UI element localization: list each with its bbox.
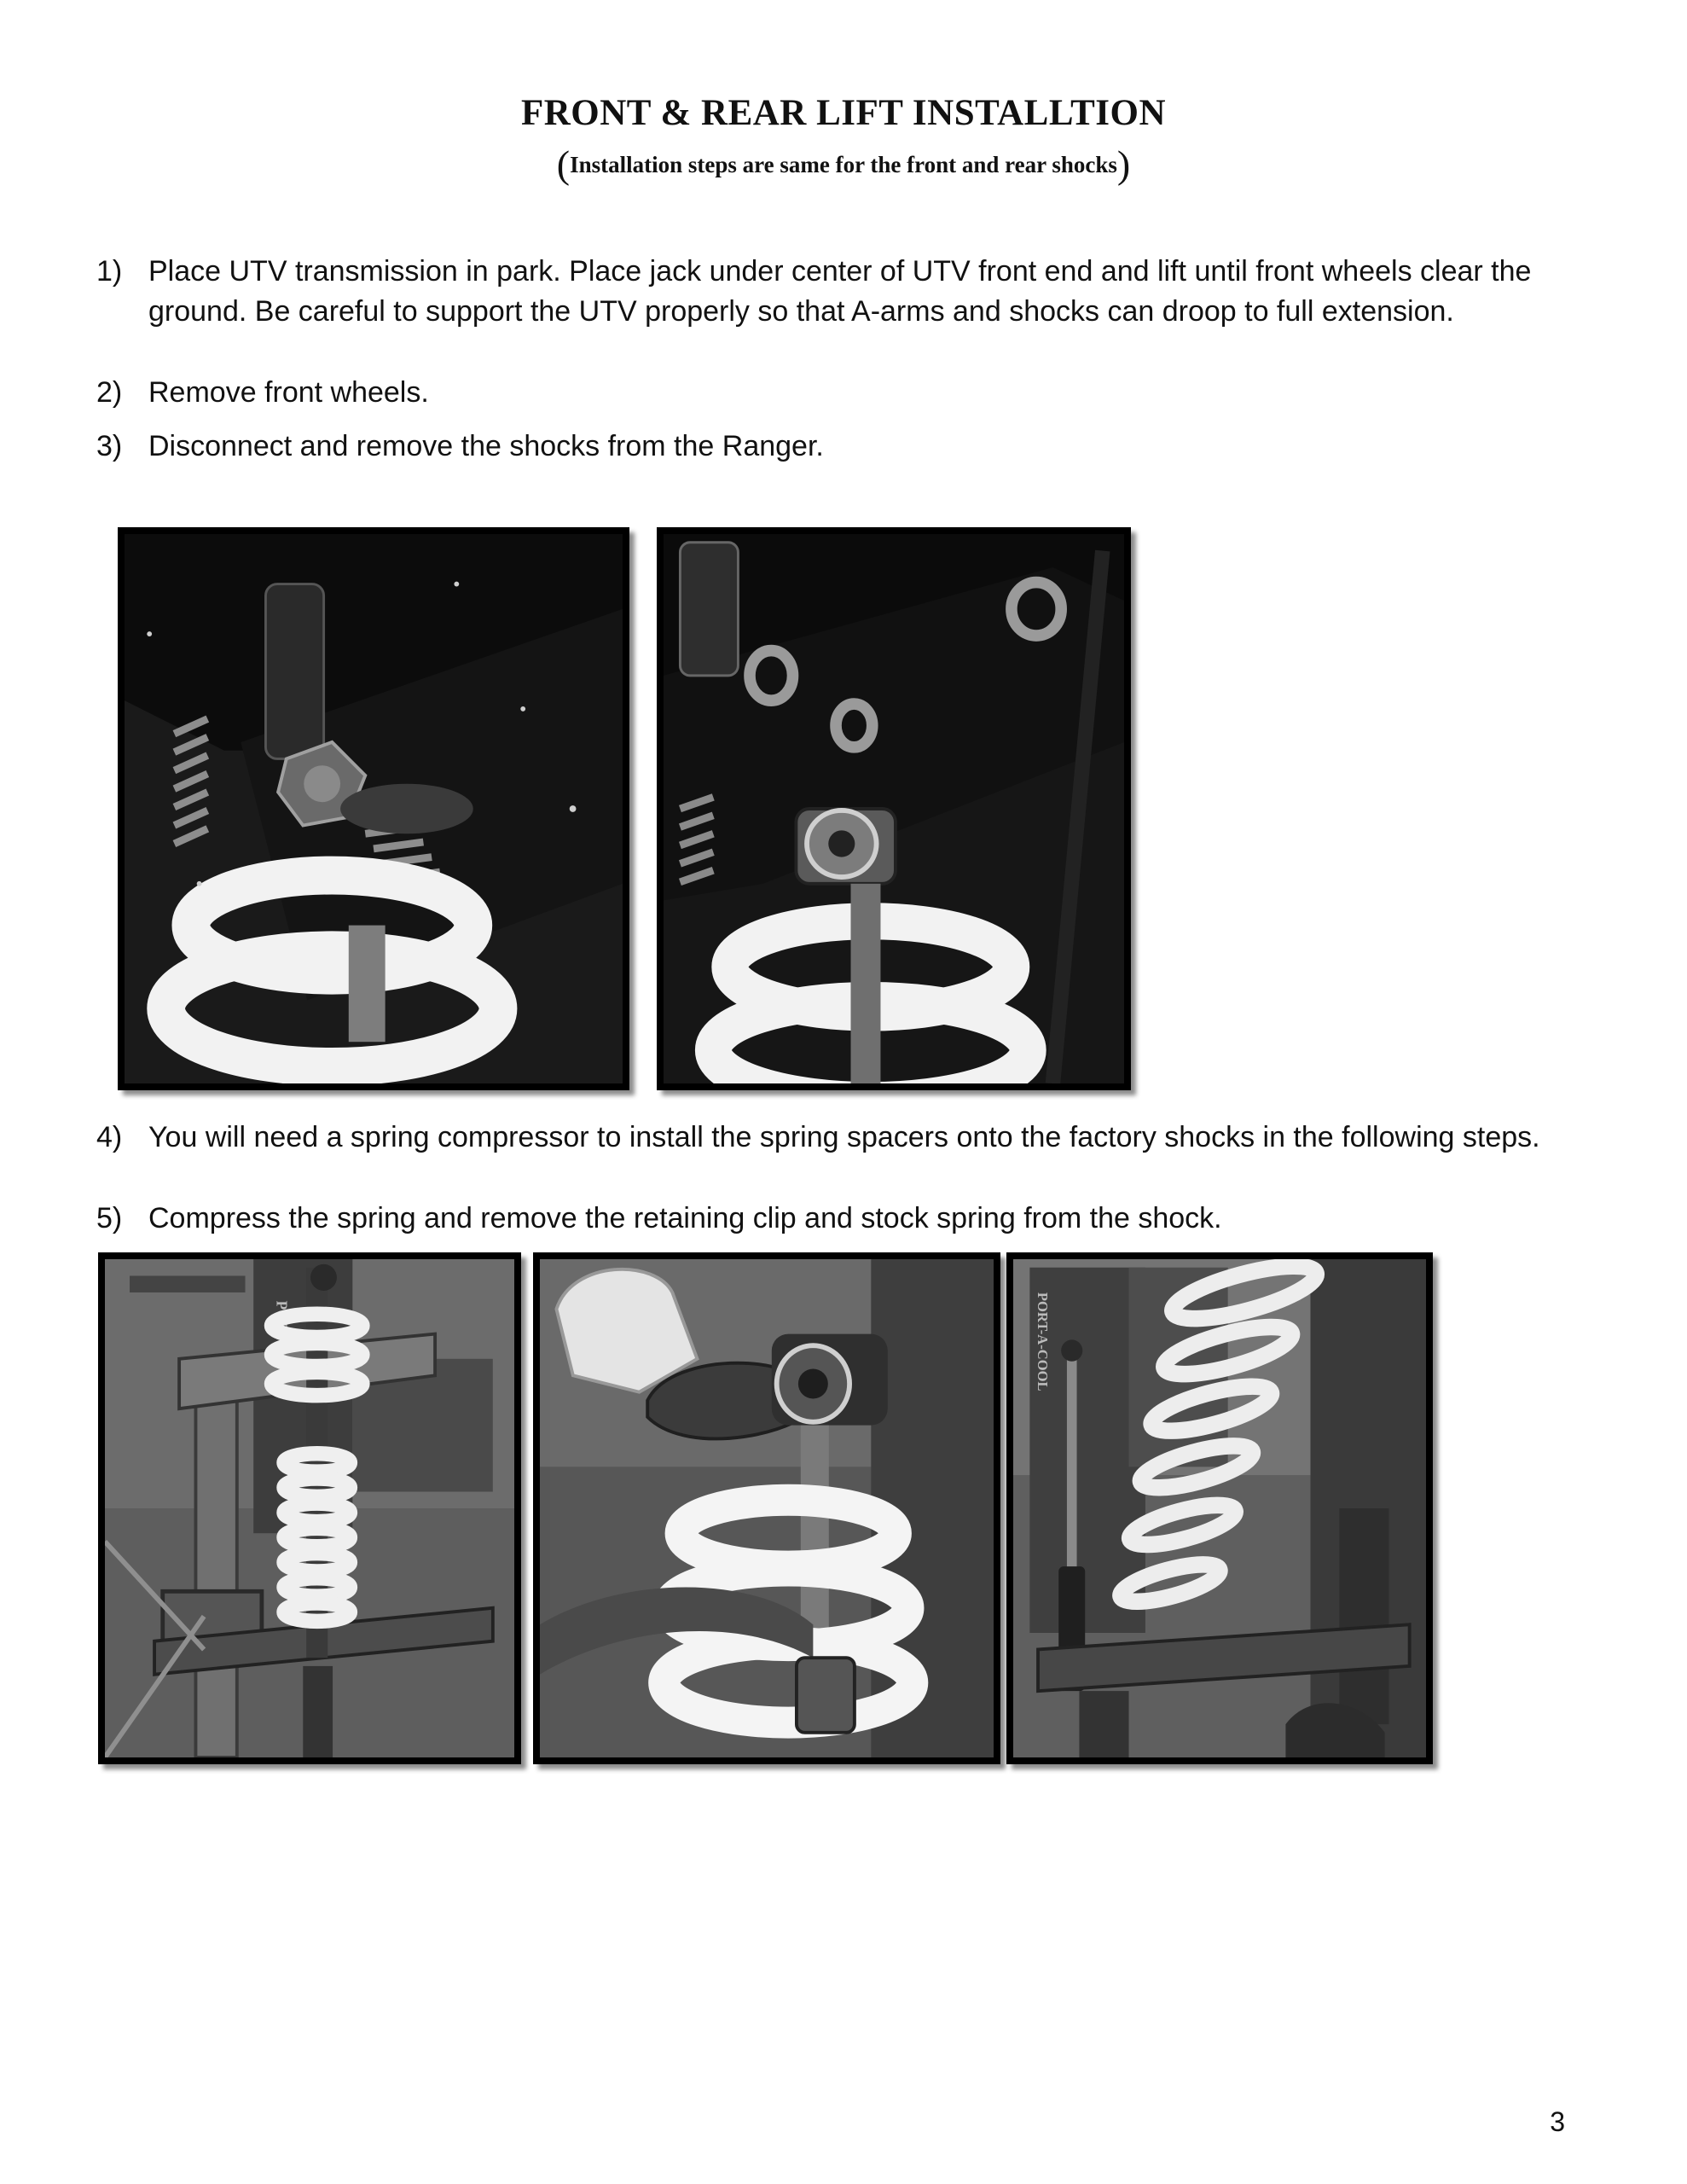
step-2 <box>96 373 1615 413</box>
step-5 <box>96 1199 1615 1239</box>
step-text: Remove front wheels. <box>148 376 429 409</box>
subtitle-text: Installation steps are same for the front and rear shocks <box>570 152 1117 177</box>
photo-stock-spring-removed <box>1006 1252 1433 1764</box>
step-number: 5) <box>96 1202 123 1234</box>
photo-shock-top-mount <box>118 527 629 1090</box>
step-text: Disconnect and remove the shocks from the Ranger. <box>148 430 824 462</box>
page-number: 3 <box>1550 2106 1565 2137</box>
step-text: You will need a spring compressor to install the spring spacers onto the factory shocks in the following steps. <box>148 1121 1540 1153</box>
photo-retaining-clip <box>533 1252 1000 1764</box>
cooler-label: PORT-A <box>273 1300 291 1356</box>
step-number: 4) <box>96 1121 123 1153</box>
page-subtitle <box>0 142 1687 187</box>
photo-shock-bushing-mount <box>657 527 1131 1090</box>
photo-spring-compressor <box>98 1252 521 1764</box>
step-number: 1) <box>96 255 123 288</box>
cooler-label: PORT-A-COOL <box>1035 1292 1051 1391</box>
step-4 <box>96 1118 1615 1158</box>
step-number: 3) <box>96 430 123 462</box>
step-number: 2) <box>96 376 123 409</box>
subtitle-close-paren: ) <box>1116 142 1131 186</box>
step-text: Place UTV transmission in park. Place jack under center of UTV front end and lift until front wheels clear the ground. Be careful to support the UTV properly so that A-arms and shocks can droop to full extension. <box>148 255 1532 328</box>
step-3 <box>96 427 1615 467</box>
page-title: FRONT & REAR LIFT INSTALLTION <box>520 93 1167 133</box>
step-1 <box>96 252 1615 332</box>
subtitle-open-paren: ( <box>556 142 571 186</box>
step-text: Compress the spring and remove the retaining clip and stock spring from the shock. <box>148 1202 1222 1234</box>
